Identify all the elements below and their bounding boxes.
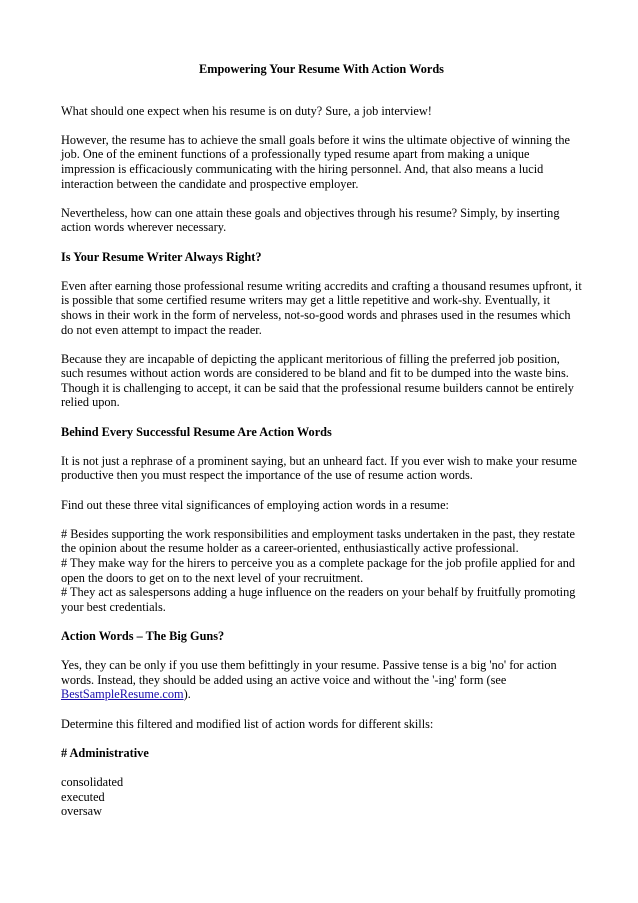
paragraph-action-words: Nevertheless, how can one attain these goals and objectives through his resume? Simply, by inserting action words wherever necessary. (61, 205, 560, 235)
best-sample-resume-link[interactable]: BestSampleResume.com (61, 687, 184, 702)
paragraph-goals: However, the resume has to achieve the small goals before it wins the ultimate objective of winning the job. One of the eminent functions of a professionally typed resume apart from making a unique impression is efficaciously communicating with the hiring personnel. And, that also means a lucid interaction between the candidate and prospective employer. (61, 132, 570, 191)
paragraph-bland-resumes: Because they are incapable of depicting the applicant meritorious of filling the preferred job position, such resumes without action words are considered to be bland and fit to be dumped into the waste bins. Though it is challenging to accept, it can be said that the professional resume builders cannot be entirely relied upon. (61, 351, 574, 410)
paragraph-intro: What should one expect when his resume is on duty? Sure, a job interview! (61, 103, 432, 118)
word-item-2: executed (61, 789, 105, 804)
paragraph-passive-tense (61, 658, 582, 702)
paragraph-significances: Find out these three vital significances of employing action words in a resume: (61, 497, 449, 512)
passive-tense-end: ). (183, 687, 191, 702)
word-item-3: oversaw (61, 804, 102, 819)
paragraph-unheard-fact: It is not just a rephrase of a prominent saying, but an unheard fact. If you ever wish to make your resume productive then you must respect the importance of the use of resume action words. (61, 453, 577, 483)
word-item-1: consolidated (61, 774, 124, 789)
paragraph-determine-list: Determine this filtered and modified list of action words for different skills: (61, 716, 434, 731)
document-title: Empowering Your Resume With Action Words (199, 62, 444, 76)
paragraph-resume-writers: Even after earning those professional resume writing accredits and crafting a thousand resumes upfront, it is possible that some certified resume writers may get a little repetitive and work-shy. Eventually, it shows in their work in the form of nerveless, not-so-good words and phrases used in the resumes which do not even attempt to impact the reader. (61, 278, 582, 337)
word-list (61, 775, 582, 819)
heading-resume-writer: Is Your Resume Writer Always Right? (61, 249, 262, 264)
bullet-item-3: # They act as salespersons adding a huge influence on the readers on your behalf by fruitfully promoting your best credentials. (61, 585, 576, 614)
heading-big-guns: Action Words – The Big Guns? (61, 628, 225, 643)
heading-administrative: # Administrative (61, 745, 149, 760)
bullet-item-1: # Besides supporting the work responsibilities and employment tasks undertaken in the past, they restate the opinion about the resume holder as a career-oriented, enthusiastically active professional. (61, 526, 575, 556)
bullet-list (61, 527, 582, 615)
passive-tense-text: Yes, they can be only if you use them befittingly in your resume. Passive tense is a big 'no' for action words. Instead, they should be added using an active voice and without the '-ing' form (see (61, 658, 557, 687)
bullet-item-2: # They make way for the hirers to perceive you as a complete package for the job profile applied for and open the doors to get on to the next level of your recruitment. (61, 556, 575, 585)
heading-successful-resume: Behind Every Successful Resume Are Action Words (61, 424, 332, 439)
